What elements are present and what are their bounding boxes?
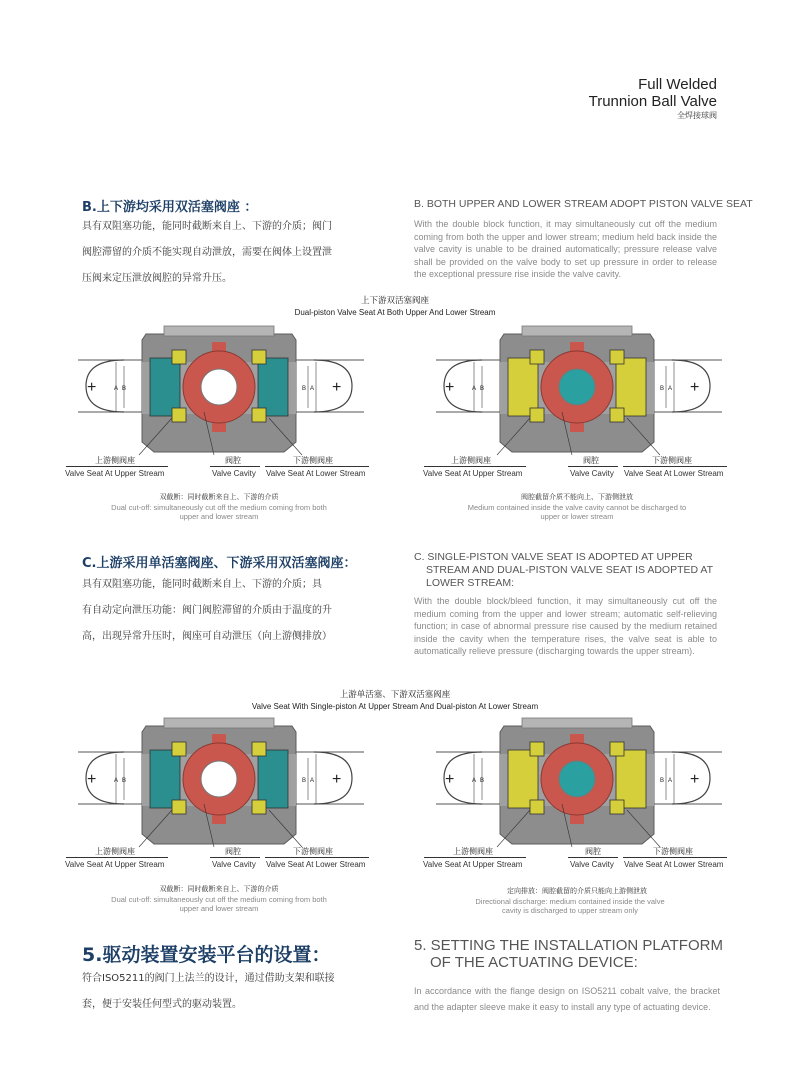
valve-top-flange — [522, 326, 632, 336]
upstream-seal-top — [172, 350, 186, 364]
b-left-cavity-label-cn: 阀腔 — [225, 456, 241, 465]
dim-label-a-right: A — [668, 386, 673, 392]
dim-label-b-right: B — [660, 386, 665, 392]
figure-b-title-en: Dual-piston Valve Seat At Both Upper And Lower Stream — [294, 308, 496, 317]
figure-c-title-cn: 上游单活塞、下游双活塞阀座 — [339, 690, 451, 700]
section-b-body-en: With the double block function, it may simultaneously cut off the medium coming from both the upper and lower stream; medium held back inside the valve cavity is unable to be drained automatically; pressure release valve shall be provided on the valve body to set up pressure in order to release the exceptional pressure rise inside the valve cavity. — [414, 219, 717, 279]
dim-label-a: A — [114, 778, 119, 784]
downstream-seat — [616, 750, 646, 808]
downstream-seal-top — [252, 742, 266, 756]
section-5-line-2: 套，便于安装任何型式的驱动装置。 — [82, 999, 242, 1010]
header-title-line2: Trunnion Ball Valve — [588, 93, 717, 110]
section-c-line-2: 有自动定向泄压功能：阀门阀腔滞留的介质由于温度的升 — [82, 605, 332, 616]
c-left-cavity-label-cn: 阀腔 — [225, 847, 241, 856]
downstream-seal-bottom — [252, 408, 266, 422]
downstream-seal-top — [252, 350, 266, 364]
section-c-heading-en: C. SINGLE-PISTON VALVE SEAT IS ADOPTED AT UPPER STREAM AND DUAL-PISTON VALVE SEAT IS ADOPTED AT LOWER STREAM: — [414, 551, 713, 589]
figure-c-title-en: Valve Seat With Single-piston At Upper Stream And Dual-piston At Lower Stream — [251, 702, 539, 711]
dim-label-a-right: A — [310, 386, 315, 392]
c-left-downstream-label-en: Valve Seat At Lower Stream — [266, 860, 366, 869]
b-left-note-cn: 双截断：同时截断来自上、下游的介质 — [159, 493, 279, 501]
downstream-seal-bottom — [252, 800, 266, 814]
upstream-plus-sign: + — [445, 771, 455, 788]
section-b-line-3: 压阀来定压泄放阀腔的异常升压。 — [82, 273, 232, 284]
c-right-note-en: Directional discharge: medium contained inside the valve cavity is discharged to upper stream only — [475, 897, 665, 915]
upstream-plus-sign: + — [87, 771, 97, 788]
downstream-plus-sign: + — [690, 379, 700, 396]
b-right-cavity-label-en: Valve Cavity — [570, 469, 614, 478]
b-right-cavity-label-cn: 阀腔 — [583, 456, 599, 465]
valve-top-flange — [522, 718, 632, 728]
c-left-upstream-label-cn: 上游侧阀座 — [95, 847, 135, 856]
header-title-line1: Full Welded — [638, 76, 717, 93]
downstream-plus-sign: + — [332, 379, 342, 396]
valve-diagram-b-right — [422, 322, 732, 457]
section-5-heading-en: 5. SETTING THE INSTALLATION PLATFORM OF THE ACTUATING DEVICE: — [414, 937, 723, 971]
upstream-seal-top — [530, 742, 544, 756]
b-right-downstream-label-en: Valve Seat At Lower Stream — [624, 469, 724, 478]
c-left-note-cn: 双截断：同时截断来自上、下游的介质 — [159, 885, 279, 893]
c-right-upstream-label-en: Valve Seat At Upper Stream — [423, 860, 523, 869]
valve-diagram-b-left — [64, 322, 374, 457]
section-c-line-3: 高，出现异常升压时，阀座可自动泄压（向上游侧排放） — [82, 631, 332, 642]
dim-label-a: A — [472, 386, 477, 392]
section-5-line-1: 符合ISO5211的阀门上法兰的设计，通过借助支架和联接 — [82, 973, 335, 984]
valve-diagram-c-left — [64, 714, 374, 849]
section-c-heading-cn: C.上游采用单活塞阀座、下游采用双活塞阀座： — [82, 556, 357, 571]
dim-label-b-right: B — [302, 778, 307, 784]
upstream-plus-sign: + — [445, 379, 455, 396]
dim-label-a-right: A — [310, 778, 315, 784]
b-right-note-cn: 阀腔截留介质不能向上、下游侧泄放 — [521, 493, 633, 501]
section-c-line-1: 具有双阻塞功能，能同时截断来自上、下游的介质；具 — [82, 579, 322, 590]
upstream-seal-top — [530, 350, 544, 364]
valve-top-flange — [164, 718, 274, 728]
b-left-cavity-label-en: Valve Cavity — [212, 469, 256, 478]
c-left-note-en: Dual cut-off: simultaneously cut off the medium coming from both upper and lower stream — [111, 895, 327, 913]
valve-top-flange — [164, 326, 274, 336]
dim-label-b-right: B — [302, 386, 307, 392]
c-left-downstream-label-cn: 下游侧阀座 — [293, 847, 333, 856]
ball-bore — [559, 369, 595, 405]
dim-label-b: B — [122, 778, 127, 784]
upstream-seal-bottom — [530, 800, 544, 814]
section-5-body-en: In accordance with the flange design on ISO5211 cobalt valve, the bracket and the adapter sleeve make it easy to install any type of actuating device. — [414, 986, 720, 1012]
c-left-upstream-label-en: Valve Seat At Upper Stream — [65, 860, 165, 869]
section-5-heading-cn: 5.驱动装置安装平台的设置： — [82, 944, 331, 966]
b-left-downstream-label-en: Valve Seat At Lower Stream — [266, 469, 366, 478]
b-right-note-en: Medium contained inside the valve cavity cannot be discharged to upper or lower stream — [467, 503, 687, 521]
section-c-text-cn — [82, 572, 332, 650]
c-right-upstream-label-cn: 上游侧阀座 — [453, 847, 493, 856]
upstream-seat — [508, 750, 538, 808]
upstream-seal-bottom — [172, 800, 186, 814]
downstream-plus-sign: + — [690, 771, 700, 788]
section-b-heading-en: B. BOTH UPPER AND LOWER STREAM ADOPT PISTON VALVE SEAT — [414, 198, 753, 210]
figure-b-title-cn: 上下游双活塞阀座 — [360, 296, 429, 306]
section-5-text-cn — [82, 966, 335, 1018]
b-left-note-en: Dual cut-off: simultaneously cut off the medium coming from both upper and lower stream — [111, 503, 327, 521]
dim-label-b: B — [480, 778, 485, 784]
dim-label-b-right: B — [660, 778, 665, 784]
section-b-line-2: 阀腔滞留的介质不能实现自动泄放，需要在阀体上设置泄 — [82, 247, 332, 258]
downstream-seat — [616, 358, 646, 416]
upstream-seal-bottom — [530, 408, 544, 422]
section-b-text-cn — [82, 214, 332, 292]
dim-label-a: A — [472, 778, 477, 784]
dim-label-a-right: A — [668, 778, 673, 784]
downstream-seal-bottom — [610, 800, 624, 814]
c-right-cavity-label-en: Valve Cavity — [570, 860, 614, 869]
b-left-upstream-label-cn: 上游侧阀座 — [95, 456, 135, 465]
b-right-downstream-label-cn: 下游侧阀座 — [652, 456, 692, 465]
dim-label-b: B — [122, 386, 127, 392]
section-b-heading-cn: B.上下游均采用双活塞阀座 ： — [82, 200, 258, 215]
c-right-cavity-label-cn: 阀腔 — [585, 847, 601, 856]
downstream-plus-sign: + — [332, 771, 342, 788]
section-c-body-en: With the double block/bleed function, it may simultaneously cut off the medium coming from the upper and lower stream; automatic self-relieving function; in case of abnormal pressure rise caused by the medium retained inside the cavity when the temperature rises, the valve seat is able to automatically relieve pressure (discharging towards the upper stream). — [414, 596, 717, 656]
ball-bore — [201, 761, 237, 797]
b-left-downstream-label-cn: 下游侧阀座 — [293, 456, 333, 465]
b-right-upstream-label-en: Valve Seat At Upper Stream — [423, 469, 523, 478]
upstream-seat — [150, 358, 180, 416]
valve-diagram-c-right — [422, 714, 732, 849]
upstream-seat — [508, 358, 538, 416]
c-right-downstream-label-en: Valve Seat At Lower Stream — [624, 860, 724, 869]
downstream-seat — [258, 750, 288, 808]
downstream-seat — [258, 358, 288, 416]
downstream-seal-bottom — [610, 408, 624, 422]
downstream-seal-top — [610, 350, 624, 364]
b-right-upstream-label-cn: 上游侧阀座 — [451, 456, 491, 465]
ball-bore — [201, 369, 237, 405]
upstream-plus-sign: + — [87, 379, 97, 396]
section-b-line-1: 具有双阻塞功能，能同时截断来自上、下游的介质；阀门 — [82, 221, 332, 232]
dim-label-b: B — [480, 386, 485, 392]
b-left-upstream-label-en: Valve Seat At Upper Stream — [65, 469, 165, 478]
upstream-seat — [150, 750, 180, 808]
c-right-downstream-label-cn: 下游侧阀座 — [653, 847, 693, 856]
c-left-cavity-label-en: Valve Cavity — [212, 860, 256, 869]
header-title-cn: 全焊接球阀 — [677, 111, 717, 120]
dim-label-a: A — [114, 386, 119, 392]
upstream-seal-top — [172, 742, 186, 756]
c-right-note-cn: 定向排放：阀腔截留的介质只能向上游侧泄放 — [507, 887, 647, 895]
upstream-seal-bottom — [172, 408, 186, 422]
downstream-seal-top — [610, 742, 624, 756]
ball-bore — [559, 761, 595, 797]
